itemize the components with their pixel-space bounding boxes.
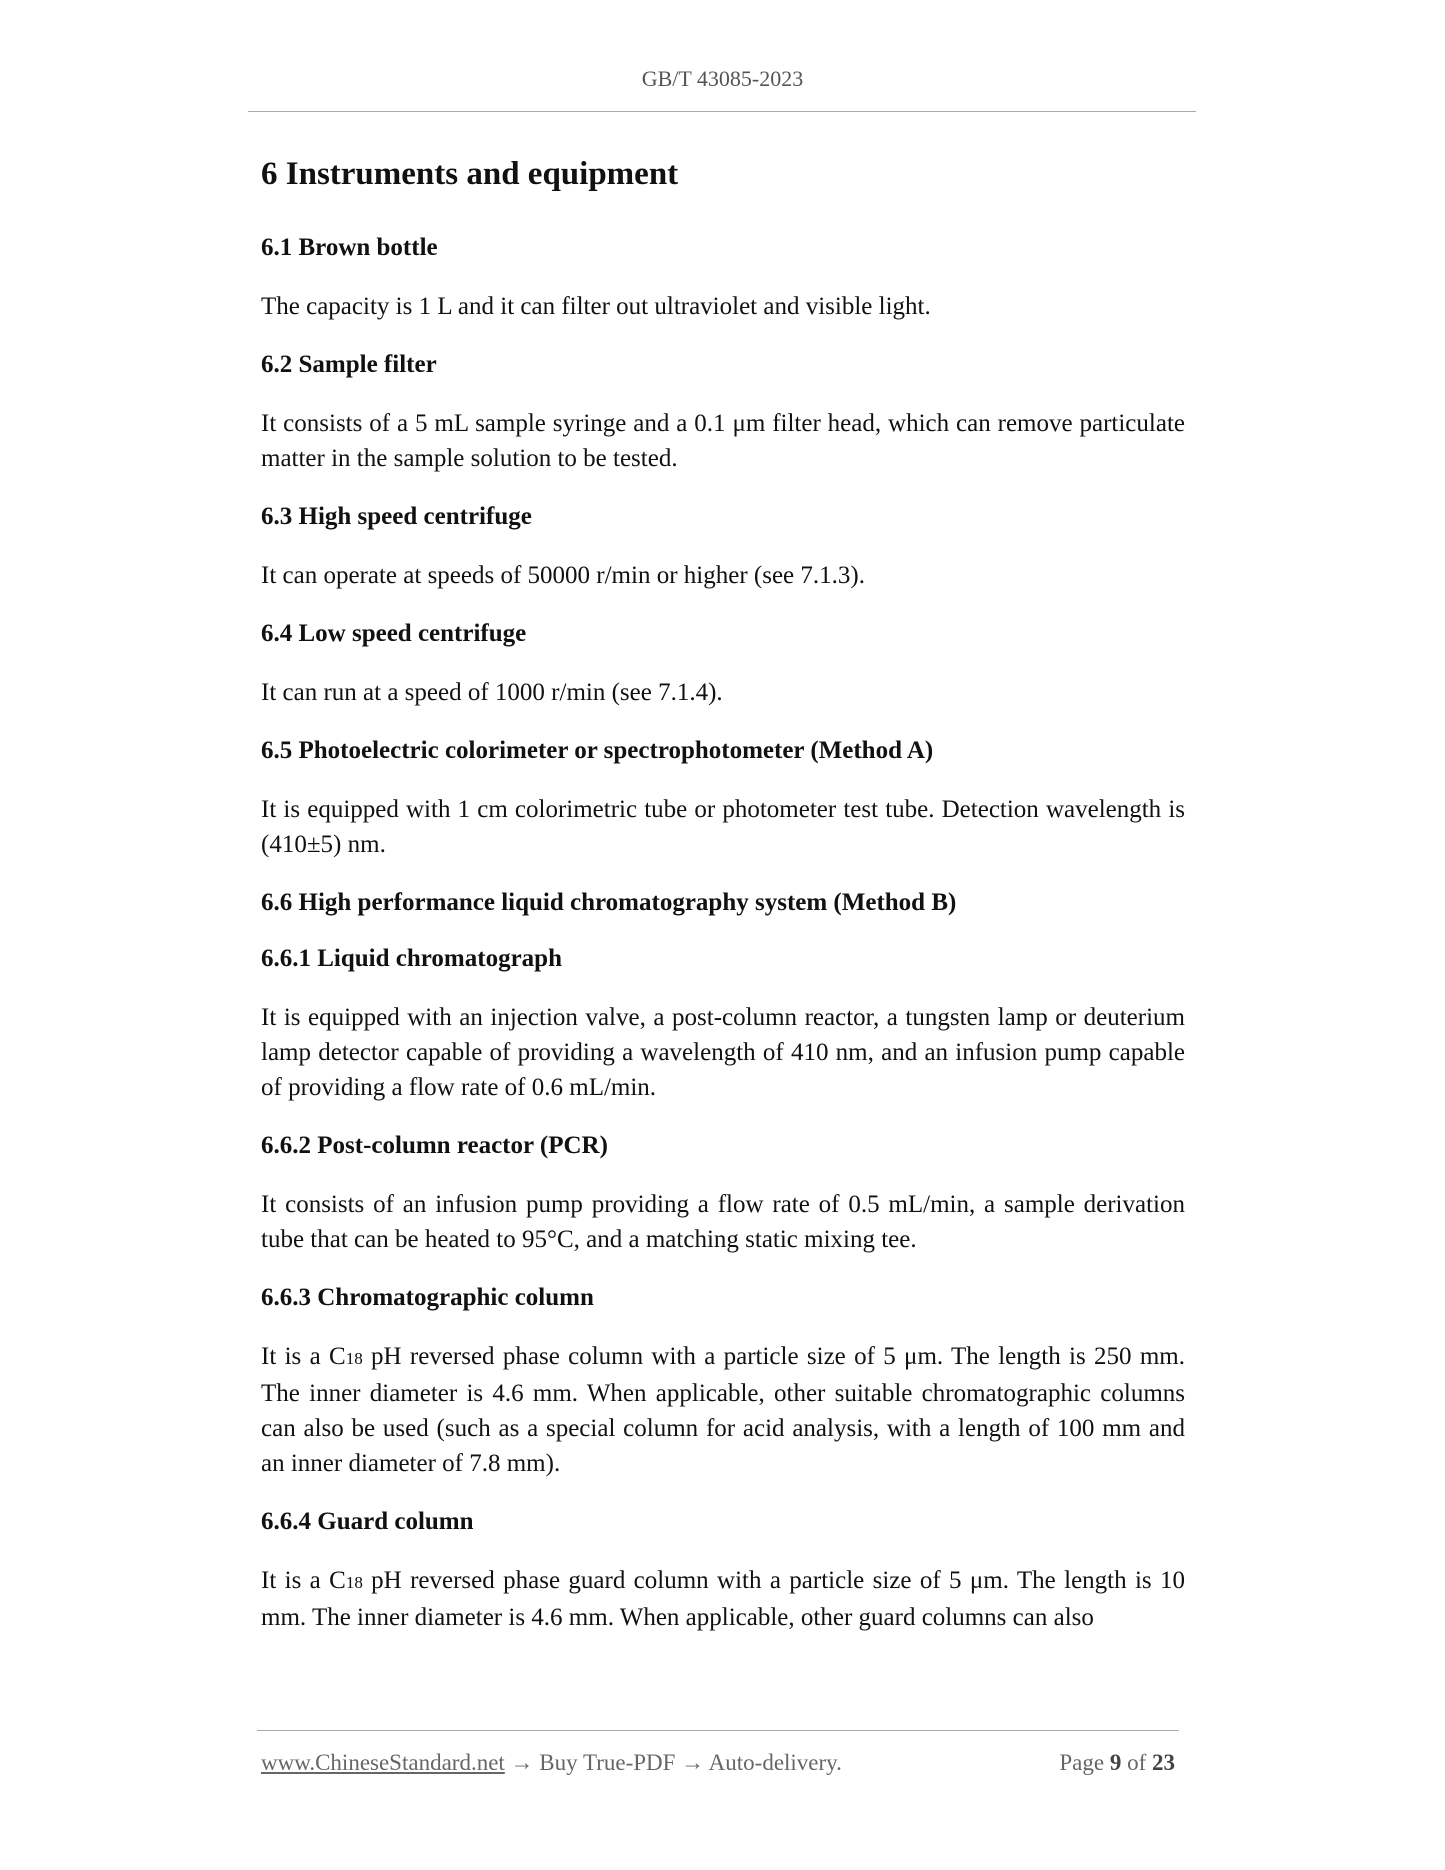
subsection-heading: 6.6.4 Guard column	[261, 1507, 474, 1535]
body-paragraph: It is equipped with an injection valve, a post-column reactor, a tungsten lamp or deuterium lamp detector capable of providing a wavelength of 410 nm, and an infusion pump capable of providing a flow rate of 0.6 mL/min.	[261, 1003, 1185, 1101]
header-divider	[248, 111, 1196, 112]
body-paragraph: The capacity is 1 L and it can filter out ultraviolet and visible light.	[261, 292, 931, 320]
subsection-heading: 6.6 High performance liquid chromatography system (Method B)	[261, 888, 957, 916]
of-label: of	[1127, 1750, 1147, 1775]
subsection-heading: 6.2 Sample filter	[261, 350, 437, 378]
total-pages-number: 23	[1152, 1750, 1175, 1775]
body-paragraph: It is equipped with 1 cm colorimetric tube or photometer test tube. Detection wavelength is (410±5) nm.	[261, 795, 1185, 858]
body-paragraph: It can operate at speeds of 50000 r/min or higher (see 7.1.3).	[261, 561, 865, 589]
subsection-heading: 6.1 Brown bottle	[261, 233, 438, 261]
body-paragraph: It can run at a speed of 1000 r/min (see 7.1.4).	[261, 678, 723, 706]
body-paragraph: It consists of a 5 mL sample syringe and a 0.1 μm filter head, which can remove particulate matter in the sample solution to be tested.	[261, 409, 1185, 472]
paragraph-text-rest: pH reversed phase column with a particle size of 5 μm. The length is 250 mm. The inner diameter is 4.6 mm. When applicable, other suitable chromatographic columns can also be used (such as a special column for acid analysis, with a length of 100 mm and an inner diameter of 7.8 mm).	[261, 1342, 1185, 1477]
subsection-heading: 6.5 Photoelectric colorimeter or spectrophotometer (Method A)	[261, 736, 934, 764]
footer-divider	[257, 1730, 1179, 1731]
document-body	[261, 155, 1185, 1661]
paragraph-text-rest: pH reversed phase guard column with a particle size of 5 μm. The length is 10 mm. The inner diameter is 4.6 mm. When applicable, other guard columns can also	[261, 1566, 1186, 1631]
footer-promo	[261, 1750, 842, 1776]
section-title: 6 Instruments and equipment	[261, 156, 679, 192]
subscript-text: 18	[345, 1572, 363, 1592]
subsection-heading: 6.4 Low speed centrifuge	[261, 619, 527, 647]
paragraph-text-start: It is a C	[261, 1566, 346, 1594]
current-page-number: 9	[1109, 1750, 1122, 1775]
page-indicator	[1059, 1750, 1175, 1776]
subsection-heading: 6.6.2 Post-column reactor (PCR)	[261, 1131, 608, 1159]
site-link[interactable]: www.ChineseStandard.net	[261, 1750, 505, 1775]
running-header: GB/T 43085-2023	[641, 66, 804, 91]
footer-promo-text: → Buy True-PDF → Auto-delivery.	[504, 1750, 842, 1775]
body-paragraph	[261, 1339, 1185, 1481]
paragraph-text-start: It is a C	[261, 1342, 346, 1370]
subsection-heading: 6.6.1 Liquid chromatograph	[261, 944, 562, 972]
subsection-heading: 6.6.3 Chromatographic column	[261, 1283, 594, 1311]
subsection-heading: 6.3 High speed centrifuge	[261, 502, 532, 530]
subscript-text: 18	[345, 1348, 363, 1368]
body-paragraph: It consists of an infusion pump providing a flow rate of 0.5 mL/min, a sample derivation tube that can be heated to 95°C, and a matching static mixing tee.	[261, 1190, 1185, 1253]
body-paragraph	[261, 1563, 1185, 1635]
page-label: Page	[1059, 1750, 1105, 1775]
